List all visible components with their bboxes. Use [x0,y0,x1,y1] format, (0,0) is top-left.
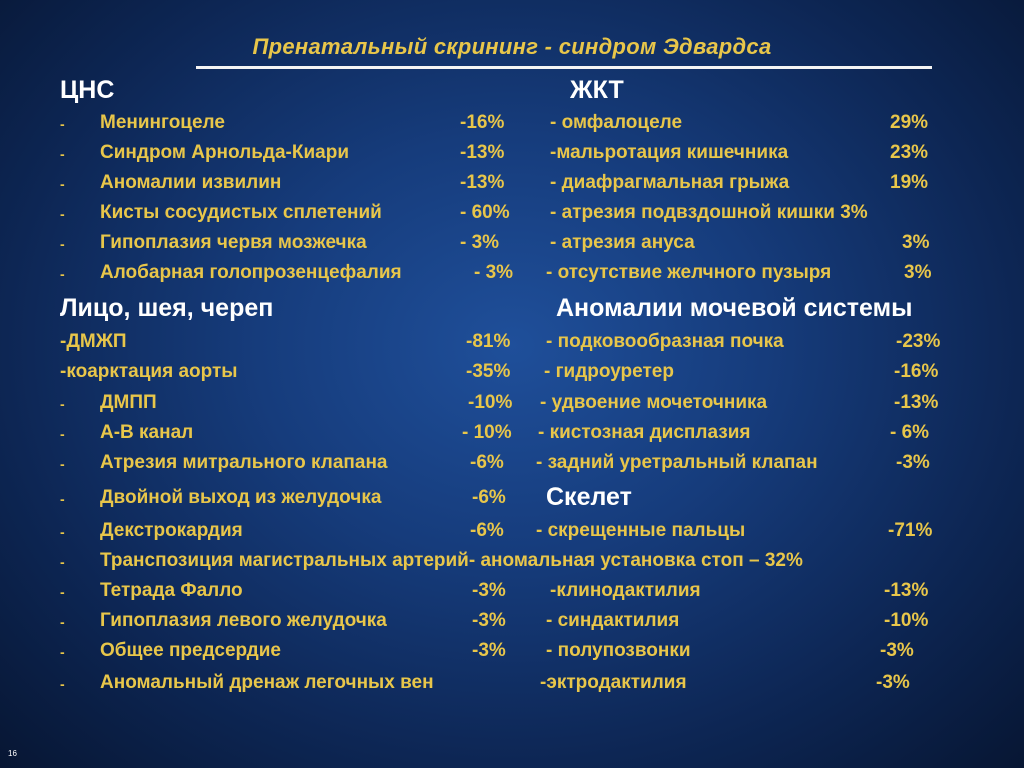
bullet: - [60,176,65,192]
list-item [0,262,1024,292]
urinary-item-value: -13% [894,392,939,413]
urinary-item-value: -3% [896,452,930,473]
list-item [0,483,1024,517]
git-item-value: 3% [904,262,932,283]
list-item [0,640,1024,670]
heading-cns: ЦНС [60,76,115,104]
bullet: - [60,644,65,660]
skeleton-item-value: -10% [884,610,929,631]
list-item [0,361,1024,391]
heading-skeleton: Скелет [546,483,632,511]
heading-face: Лицо, шея, череп [60,294,274,322]
list-item [0,520,1024,550]
list-item [0,202,1024,232]
git-item-value: 19% [890,172,929,193]
slide-title: Пренатальный скрининг - синдром Эдвардса [252,34,772,59]
cns-item-label: Кисты сосудистых сплетений [100,202,382,223]
face-item-value: -3% [472,580,506,601]
face-item-label: -ДМЖП [60,331,127,352]
skeleton-item-value: -71% [888,520,933,541]
bullet: - [60,676,65,692]
face-item-value: -81% [466,331,511,352]
face-item-value: -6% [470,520,504,541]
cns-item-label: Гипоплазия червя мозжечка [100,232,367,253]
git-item-value: 23% [890,142,929,163]
list-item [0,550,1024,580]
bullet: - [60,614,65,630]
bullet: - [60,491,65,507]
face-item-label: Общее предсердие [100,640,281,661]
list-item [0,452,1024,482]
urinary-item-value: - 6% [890,422,930,443]
cns-item-value: -13% [460,172,505,193]
face-item-value: -6% [472,487,506,508]
face-item-value: - 10% [462,422,512,443]
face-item-value: -6% [470,452,504,473]
heading-urinary: Аномалии мочевой системы [556,294,913,322]
git-item-value: 29% [890,112,929,133]
git-item-label: -мальротация кишечника [550,142,789,163]
urinary-item-label: - кистозная дисплазия [538,422,751,443]
cns-item-value: - 60% [460,202,510,223]
face-item-value: -3% [472,610,506,631]
bullet: - [60,146,65,162]
skeleton-item-label: -клинодактилия [550,580,701,601]
bullet: - [60,554,65,570]
bullet: - [60,456,65,472]
face-item-label: Декстрокардия [100,520,243,541]
git-item-label: - отсутствие желчного пузыря [546,262,832,283]
bullet: - [60,396,65,412]
list-item [0,672,1024,702]
bullet: - [60,236,65,252]
cns-item-label: Синдром Арнольда-Киари [100,142,350,163]
urinary-item-label: - удвоение мочеточника [540,392,768,413]
skeleton-item-label: -эктродактилия [540,672,687,693]
skeleton-item-value: -3% [880,640,914,661]
face-item-value: -3% [472,640,506,661]
cns-item-label: Алобарная голопрозенцефалия [100,262,402,283]
cns-item-label: Аномалии извилин [100,172,282,193]
urinary-item-label: - задний уретральный клапан [536,452,818,473]
list-item [0,172,1024,202]
git-item-label: - диафрагмальная грыжа [550,172,790,193]
face-item-label: Транспозиция магистральных артерий- аномальная установка стоп – 32% [100,550,803,571]
bullet: - [60,116,65,132]
urinary-item-label: - гидроуретер [544,361,674,382]
face-item-label: ДМПП [100,392,157,413]
skeleton-item-value: -13% [884,580,929,601]
bullet: - [60,524,65,540]
list-item [0,142,1024,172]
list-item [0,580,1024,610]
face-item-label: Аномальный дренаж легочных вен [100,672,434,693]
title-underline [196,66,932,69]
cns-item-value: - 3% [460,232,500,253]
list-item [0,610,1024,640]
bullet: - [60,266,65,282]
bullet: - [60,206,65,222]
urinary-item-label: - подковообразная почка [546,331,784,352]
skeleton-item-label: - скрещенные пальцы [536,520,746,541]
skeleton-item-label: - полупозвонки [546,640,691,661]
urinary-item-value: -16% [894,361,939,382]
list-item [0,331,1024,361]
list-item [0,232,1024,262]
slide-number: 16 [8,749,17,758]
git-item-label: - омфалоцеле [550,112,683,133]
list-item [0,422,1024,452]
list-item [0,392,1024,422]
face-item-label: Двойной выход из желудочка [100,487,382,508]
git-item-label: - атрезия ануса [550,232,695,253]
face-item-label: Атрезия митрального клапана [100,452,388,473]
heading-git: ЖКТ [570,76,624,104]
bullet: - [60,426,65,442]
bullet: - [60,584,65,600]
face-item-value: -10% [468,392,513,413]
list-item [0,112,1024,142]
skeleton-item-label: - синдактилия [546,610,680,631]
cns-item-value: - 3% [474,262,514,283]
face-item-label: Тетрада Фалло [100,580,243,601]
face-item-value: -35% [466,361,511,382]
skeleton-item-value: -3% [876,672,910,693]
face-item-label: -коарктация аорты [60,361,238,382]
cns-item-value: -16% [460,112,505,133]
urinary-item-value: -23% [896,331,941,352]
cns-item-value: -13% [460,142,505,163]
git-item-label: - атрезия подвздошной кишки 3% [550,202,868,223]
git-item-value: 3% [902,232,930,253]
face-item-label: Гипоплазия левого желудочка [100,610,387,631]
face-item-label: А-В канал [100,422,194,443]
cns-item-label: Менингоцеле [100,112,225,133]
